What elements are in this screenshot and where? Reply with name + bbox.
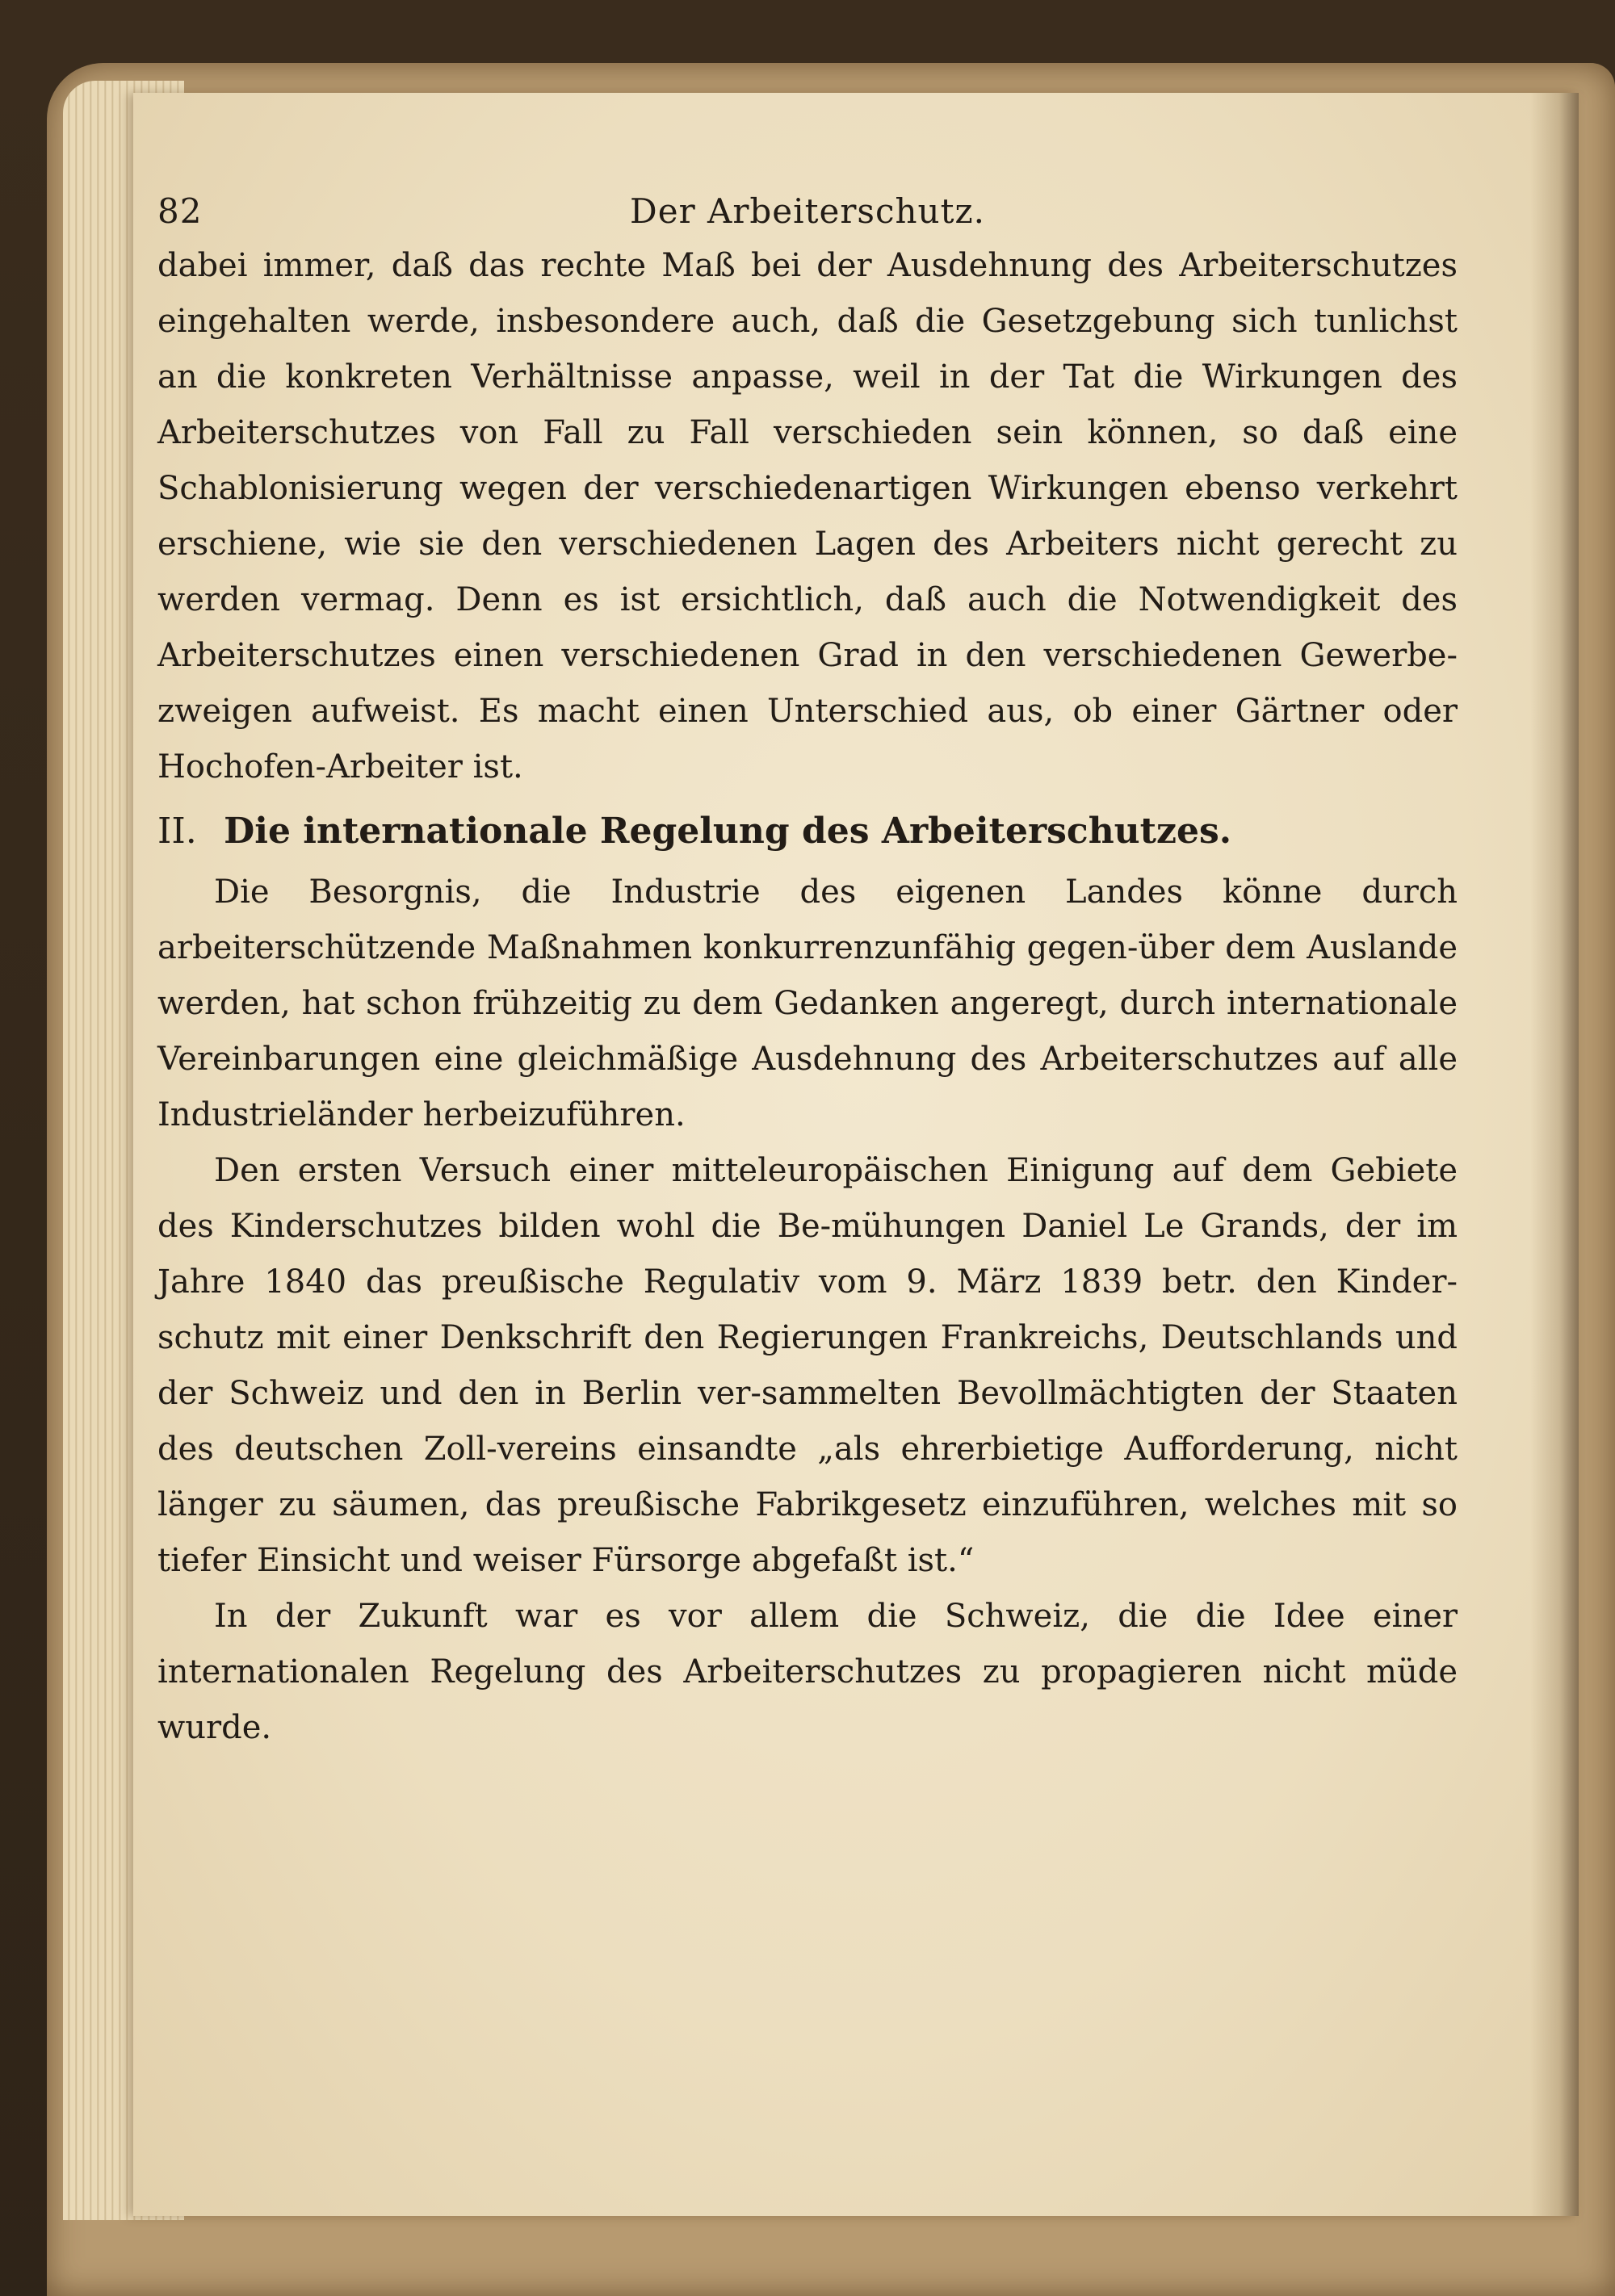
section-title: Die internationale Regelung des Arbeiterschutzes. — [224, 811, 1232, 852]
paragraph-continued: dabei immer, daß das rechte Maß bei der Ausdehnung des Arbeiterschutzes eingehalten werde, insbesondere auch, daß die Gesetzgebung sich tunlichst an die konkreten Verhältnisse anpasse, weil in der Tat die Wirkungen des Arbeiterschutzes von Fall zu Fall verschieden sein können, so daß eine Schablonisierung wegen der verschiedenartigen Wirkungen ebenso verkehrt erschiene, wie sie den verschiedenen Lagen des Arbeiters nicht gerecht zu werden vermag. Denn es ist ersichtlich, daß auch die Notwendigkeit des Arbeiterschutzes einen verschiedenen Grad in den verschiedenen Gewerbe-zweigen aufweist. Es macht einen Unterschied aus, ob einer Gärtner oder Hochofen-Arbeiter ist. — [157, 247, 1458, 786]
page-text — [157, 182, 1458, 1756]
section-heading — [157, 803, 1458, 860]
paragraph: In der Zukunft war es vor allem die Schweiz, die die Idee einer internationalen Regelung des Arbeiterschutzes zu propagieren nicht müde wurde. — [157, 1598, 1458, 1746]
page-gutter-shadow — [1530, 93, 1579, 2216]
running-title: Der Arbeiterschutz. — [630, 191, 985, 231]
paragraph: Die Besorgnis, die Industrie des eigenen Landes könne durch arbeiterschützende Maßnahmen konkurrenzunfähig gegen-über dem Auslande werden, hat schon frühzeitig zu dem Gedanken angeregt, durch internationale Vereinbarungen eine gleichmäßige Ausdehnung des Arbeiterschutzes auf alle Industrieländer herbeizuführen. — [157, 874, 1458, 1133]
running-head — [157, 182, 1458, 238]
page-number: 82 — [157, 191, 203, 231]
section-number: II. — [157, 811, 197, 852]
paragraph: Den ersten Versuch einer mitteleuropäischen Einigung auf dem Gebiete des Kinderschutzes bilden wohl die Be-mühungen Daniel Le Grands, der im Jahre 1840 das preußische Regulativ vom 9. März 1839 betr. den Kinder-schutz mit einer Denkschrift den Regierungen Frankreichs, Deutschlands und der Schweiz und den in Berlin ver-sammelten Bevollmächtigten der Staaten des deutschen Zoll-vereins einsandte „als ehrerbietige Aufforderung, nicht länger zu säumen, das preußische Fabrikgesetz einzuführen, welches mit so tiefer Einsicht und weiser Fürsorge abgefaßt ist.“ — [157, 1152, 1458, 1579]
